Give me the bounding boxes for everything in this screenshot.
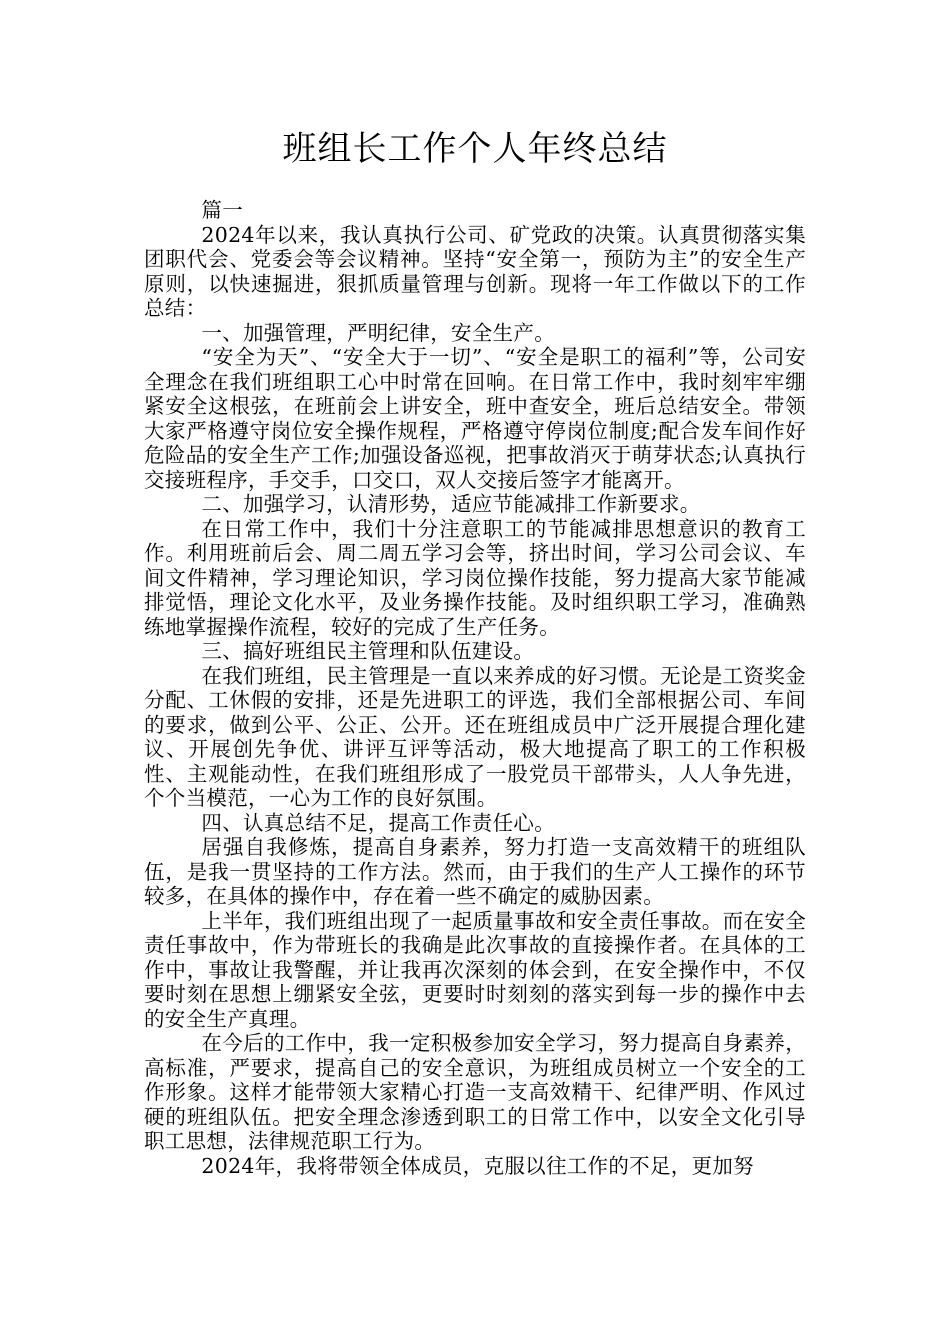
document-body [144,198,806,1178]
section-heading: 三、搞好班组民主管理和队伍建设。 [201,639,535,663]
section-heading: 一、加强管理，严明纪律，安全生产。 [201,320,555,345]
section-label: 篇一 [201,198,243,222]
body-paragraph: 上半年，我们班组出现了一起质量事故和安全责任事故。而在安全责任事故中，作为带班长的我确是此次事故的直接操作者。在具体的工作中，事故让我警醒，并让我再次深刻的体会到，在安全操作中，不仅要时刻在思想上绷紧安全弦，更要时时刻刻的落实到每一步的操作中去的安全生产真理。 [144,908,806,1031]
body-paragraph: 居强自我修炼，提高自身素养，努力打造一支高效精干的班组队伍，是我一贯坚持的工作方法。然而，由于我们的生产人工操作的环节较多，在具体的操作中，存在着一些不确定的威胁因素。 [144,835,806,908]
body-paragraph: 2024年，我将带领全体成员，克服以往工作的不足，更加努 [201,1153,754,1178]
body-paragraph: 在日常工作中，我们十分注意职工的节能减排思想意识的教育工作。利用班前后会、周二周五学习会等，挤出时间，学习公司会议、车间文件精神，学习理论知识，学习岗位操作技能，努力提高大家节能减排觉悟，理论文化水平，及业务操作技能。及时组织职工学习，准确熟练地掌握操作流程，较好的完成了生产任务。 [144,516,806,639]
section-heading: 二、加强学习，认清形势，适应节能减排工作新要求。 [201,492,701,516]
body-paragraph: “安全为天”、“安全大于一切”、“安全是职工的福利”等，公司安全理念在我们班组职工心中时常在回响。在日常工作中，我时刻牢牢绷紧安全这根弦，在班前会上讲安全，班中查安全，班后总结安全。带领大家严格遵守岗位安全操作规程，严格遵守停岗位制度;配合发车间作好危险品的安全生产工作;加强设备巡视，把事故消灭于萌芽状态;认真执行交接班程序，手交手，口交口，双人交接后签字才能离开。 [144,345,806,492]
body-paragraph: 2024年以来，我认真执行公司、矿党政的决策。认真贯彻落实集团职代会、党委会等会议精神。坚持“安全第一，预防为主”的安全生产原则，以快速掘进，狠抓质量管理与创新。现将一年工作做以下的工作总结： [144,222,806,320]
section-heading: 四、认真总结不足，提高工作责任心。 [201,810,555,835]
document-title: 班组长工作个人年终总结 [282,129,668,169]
body-paragraph: 在我们班组，民主管理是一直以来养成的好习惯。无论是工资奖金分配、工休假的安排，还是先进职工的评选，我们全部根据公司、车间的要求，做到公平、公正、公开。还在班组成员中广泛开展提合理化建议、开展创先争优、讲评互评等活动，极大地提高了职工的工作积极性、主观能动性，在我们班组形成了一股党员干部带头，人人争先进，个个当模范，一心为工作的良好氛围。 [144,663,806,810]
body-paragraph: 在今后的工作中，我一定积极参加安全学习，努力提高自身素养，高标准，严要求，提高自己的安全意识，为班组成员树立一个安全的工作形象。这样才能带领大家精心打造一支高效精干、纪律严明、作风过硬的班组队伍。把安全理念渗透到职工的日常工作中，以安全文化引导职工思想，法律规范职工行为。 [144,1031,806,1153]
